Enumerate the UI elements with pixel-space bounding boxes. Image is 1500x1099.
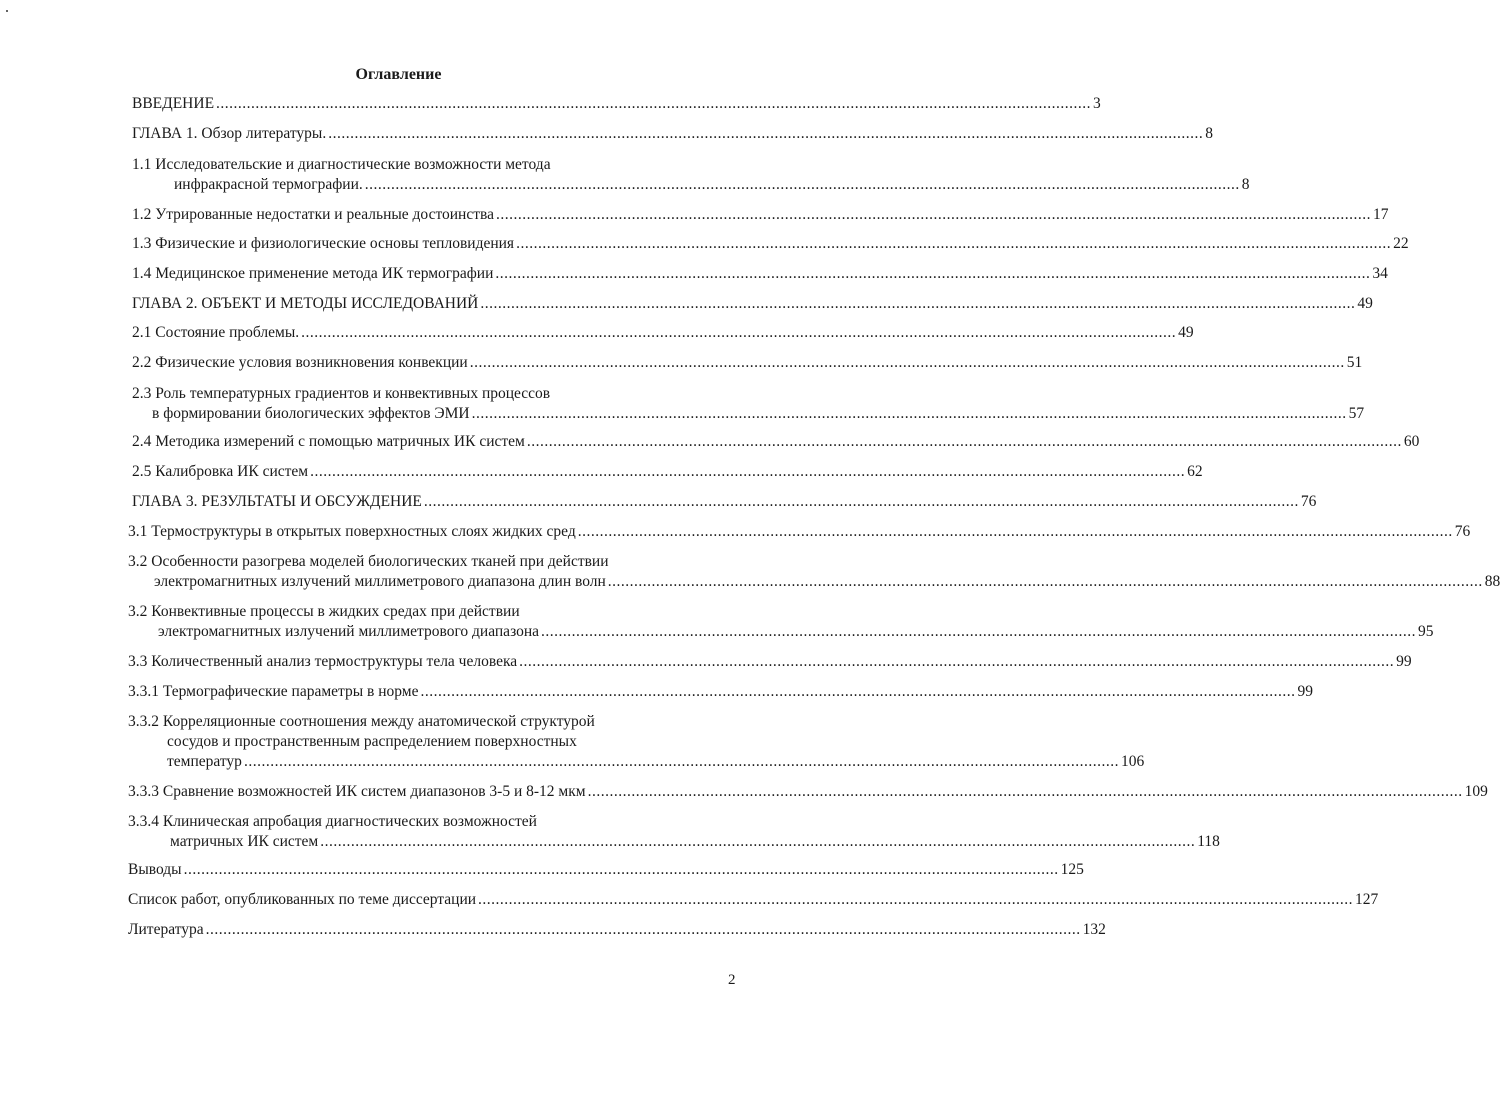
toc-entry-text: Литература bbox=[128, 921, 204, 938]
toc-page-number: 109 bbox=[1464, 783, 1488, 800]
toc-page-number: 57 bbox=[1348, 405, 1365, 422]
dot-leader: ........................................................................................................................................................................................................ bbox=[471, 405, 1347, 422]
dot-leader: ........................................................................................................................................................................................................ bbox=[310, 463, 1186, 480]
dot-leader: ........................................................................................................................................................................................................ bbox=[243, 753, 1119, 770]
toc-entry bbox=[128, 682, 1313, 702]
dot-leader: ........................................................................................................................................................................................................ bbox=[480, 295, 1356, 312]
dot-leader: ........................................................................................................................................................................................................ bbox=[496, 206, 1372, 223]
dot-leader: ........................................................................................................................................................................................................ bbox=[478, 891, 1354, 908]
toc-entry-text: 1.1 Исследовательские и диагностические возможности метода bbox=[132, 156, 551, 173]
toc-page-number: 34 bbox=[1372, 265, 1388, 282]
toc-entry bbox=[132, 294, 1373, 314]
dot-leader: ........................................................................................................................................................................................................ bbox=[205, 921, 1081, 938]
toc-page-number: 132 bbox=[1082, 921, 1106, 938]
toc-entry-text: температур bbox=[167, 753, 242, 770]
toc-entry-text: 1.3 Физические и физиологические основы тепловидения bbox=[132, 235, 515, 252]
toc-entry bbox=[128, 812, 1220, 852]
toc-page-number: 8 bbox=[1241, 176, 1250, 193]
toc-page-number: 22 bbox=[1393, 235, 1409, 252]
toc-entry-text: 3.2 Конвективные процессы в жидких средах при действии bbox=[128, 603, 520, 620]
dot-leader: ........................................................................................................................................................................................................ bbox=[519, 653, 1395, 670]
toc-entry-text: 3.2 Особенности разогрева моделей биологических тканей при действии bbox=[128, 553, 609, 570]
toc-page-number: 118 bbox=[1197, 833, 1220, 850]
toc-page-number: 99 bbox=[1297, 683, 1313, 700]
dot-leader: ........................................................................................................................................................................................................ bbox=[516, 235, 1392, 252]
toc-entry-text: ГЛАВА 1. Обзор литературы. bbox=[132, 125, 327, 142]
toc-entry-text: 2.2 Физические условия возникновения конвекции bbox=[132, 354, 468, 371]
toc-entry-text: электромагнитных излучений миллиметрового диапазона bbox=[158, 623, 540, 640]
toc-entry-text: 3.1 Термоструктуры в открытых поверхностных слоях жидких сред bbox=[128, 523, 576, 540]
toc-entry-text: Список работ, опубликованных по теме диссертации bbox=[128, 891, 477, 908]
toc-entry-text: ГЛАВА 3. РЕЗУЛЬТАТЫ И ОБСУЖДЕНИЕ bbox=[132, 493, 422, 510]
toc-entry bbox=[128, 652, 1412, 672]
toc-entry-text: 3.3.2 Корреляционные соотношения между анатомической структурой bbox=[128, 713, 595, 730]
toc-entry bbox=[128, 920, 1106, 940]
toc-entry bbox=[128, 782, 1488, 802]
toc-entry bbox=[128, 522, 1471, 542]
toc-page-number: 3 bbox=[1093, 95, 1101, 112]
toc-entry-text: 2.4 Методика измерений с помощью матричных ИК систем bbox=[132, 433, 525, 450]
dot-leader: ........................................................................................................................................................................................................ bbox=[364, 176, 1240, 193]
toc-entry bbox=[128, 602, 1434, 642]
dot-leader: ........................................................................................................................................................................................................ bbox=[607, 573, 1483, 590]
toc-entry-text: 3.3 Количественный анализ термоструктуры тела человека bbox=[128, 653, 518, 670]
dot-leader: ........................................................................................................................................................................................................ bbox=[301, 324, 1177, 341]
toc-page-number: 76 bbox=[1300, 493, 1317, 510]
toc-entry-text: инфракрасной термографии. bbox=[174, 176, 363, 193]
toc-entry-text: ГЛАВА 2. ОБЪЕКТ И МЕТОДЫ ИССЛЕДОВАНИЙ bbox=[132, 295, 479, 312]
toc-entry bbox=[132, 155, 1250, 195]
toc-entry bbox=[128, 890, 1379, 910]
toc-page-number: 8 bbox=[1205, 125, 1213, 142]
toc-page-number: 17 bbox=[1373, 206, 1389, 223]
dot-leader: ........................................................................................................................................................................................................ bbox=[320, 833, 1196, 850]
dot-leader: ........................................................................................................................................................................................................ bbox=[469, 354, 1345, 371]
toc-entry-text: 1.4 Медицинское применение метода ИК термографии bbox=[132, 265, 494, 282]
toc-entry-text: 2.3 Роль температурных градиентов и конвективных процессов bbox=[132, 385, 551, 402]
toc-entry-text: 2.5 Калибровка ИК систем bbox=[132, 463, 309, 480]
toc-entry bbox=[132, 94, 1101, 114]
toc-entry-text: 3.3.3 Сравнение возможностей ИК систем диапазонов 3-5 и 8-12 мкм bbox=[128, 783, 586, 800]
dot-leader: ........................................................................................................................................................................................................ bbox=[495, 265, 1371, 282]
dot-leader: ........................................................................................................................................................................................................ bbox=[577, 523, 1453, 540]
toc-page-number: 62 bbox=[1187, 463, 1203, 480]
toc-entry bbox=[132, 384, 1365, 424]
toc-entry-text: ВВЕДЕНИЕ bbox=[132, 95, 215, 112]
toc-entry-text: Выводы bbox=[128, 861, 182, 878]
toc-entry bbox=[132, 264, 1388, 284]
dot-leader: ........................................................................................................................................................................................................ bbox=[420, 683, 1296, 700]
toc-page-number: 99 bbox=[1396, 653, 1412, 670]
toc-page-number: 49 bbox=[1178, 324, 1194, 341]
toc-page-number: 125 bbox=[1060, 861, 1084, 878]
toc-entry bbox=[132, 432, 1420, 452]
toc-page-number: 95 bbox=[1418, 623, 1434, 640]
toc-entry-text: 3.3.1 Термографические параметры в норме bbox=[128, 683, 419, 700]
toc-entry bbox=[128, 860, 1084, 880]
toc-entry bbox=[132, 353, 1363, 373]
toc-entry-text: 3.3.4 Клиническая апробация диагностических возможностей bbox=[128, 813, 537, 830]
toc-entry-text: матричных ИК систем bbox=[170, 833, 319, 850]
page-number: 2 bbox=[728, 972, 736, 988]
toc-page-number: 88 bbox=[1484, 573, 1500, 590]
toc-entry bbox=[132, 492, 1317, 512]
toc-entry-text: 1.2 Утрированные недостатки и реальные достоинства bbox=[132, 206, 495, 223]
toc-page-number: 51 bbox=[1346, 354, 1363, 371]
toc-entry bbox=[128, 712, 1145, 772]
toc-entry-text: сосудов и пространственным распределением поверхностных bbox=[167, 733, 577, 750]
toc-page-number: 106 bbox=[1120, 753, 1145, 770]
toc-entry bbox=[132, 124, 1213, 144]
toc-title: Оглавление bbox=[355, 66, 442, 83]
dot-leader: ........................................................................................................................................................................................................ bbox=[328, 125, 1204, 142]
toc-entry bbox=[128, 552, 1500, 592]
toc-entry-text: 2.1 Состояние проблемы. bbox=[132, 324, 300, 341]
toc-page-number: 60 bbox=[1403, 433, 1420, 450]
dot-leader: ........................................................................................................................................................................................................ bbox=[587, 783, 1463, 800]
dot-leader: ........................................................................................................................................................................................................ bbox=[423, 493, 1299, 510]
toc-entry bbox=[132, 205, 1389, 225]
toc-entry-text: электромагнитных излучений миллиметрового диапазона длин волн bbox=[154, 573, 606, 590]
toc-entry-text: в формировании биологических эффектов ЭМИ bbox=[152, 405, 470, 422]
toc-entry bbox=[132, 462, 1203, 482]
dot-leader: ........................................................................................................................................................................................................ bbox=[541, 623, 1417, 640]
dot-leader: ........................................................................................................................................................................................................ bbox=[526, 433, 1402, 450]
toc-page-number: 49 bbox=[1357, 295, 1373, 312]
dot-leader: ........................................................................................................................................................................................................ bbox=[216, 95, 1092, 112]
toc-page-number: 76 bbox=[1454, 523, 1471, 540]
toc-entry bbox=[132, 323, 1194, 343]
toc-page-number: 127 bbox=[1355, 891, 1379, 908]
toc-entry bbox=[132, 234, 1409, 254]
dot-leader: ........................................................................................................................................................................................................ bbox=[183, 861, 1059, 878]
